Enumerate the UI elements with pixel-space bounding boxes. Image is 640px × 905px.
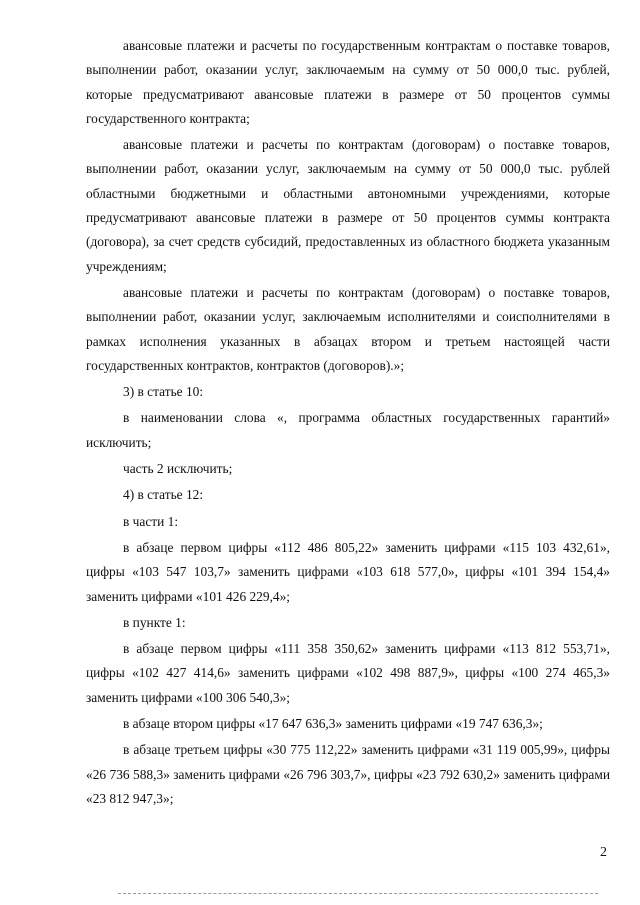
paragraph-advance-payments-state-contracts: авансовые платежи и расчеты по государственным контрактам о поставке товаров, выполнении работ, оказании услуг, заключаемым на сумму от 50 000,0 тыс. рублей, которые предусматривают авансовые платежи в размере от 50 процентов суммы государственного контракта; [86, 38, 610, 126]
paragraph-part-1: в части 1: [123, 513, 179, 529]
paragraph-point-1: в пункте 1: [123, 614, 186, 630]
paragraph-advance-payments-institutions: авансовые платежи и расчеты по контрактам (договорам) о поставке товаров, выполнении работ, оказании услуг, заключаемым на сумму от 50 000,0 тыс. рублей областными бюджетными и областными автономными учреждениями, которые предусматривают авансовые платежи в размере от 50 процентов суммы контракта (договора), за счет средств субсидий, предоставленных из областного бюджета указанным учреждениям; [86, 137, 610, 274]
paragraph-article-10-title: в наименовании слова «, программа областных государственных гарантий» исключить; [86, 410, 610, 450]
paragraph-point-1-second-abzac: в абзаце втором цифры «17 647 636,3» заменить цифрами «19 747 636,3»; [123, 716, 543, 732]
item-article-12: 4) в статье 12: [123, 487, 204, 503]
footer-scan-line [118, 893, 598, 894]
page-number: 2 [600, 845, 607, 860]
document-body [86, 34, 610, 813]
paragraph-first-abzac-figures: в абзаце первом цифры «112 486 805,22» заменить цифрами «115 103 432,61», цифры «103 547 103,7» заменить цифрами «103 618 577,0», цифры «101 394 154,4» заменить цифрами «101 426 229,4»; [86, 539, 610, 604]
paragraph-part-2-exclude: часть 2 исключить; [123, 461, 233, 477]
paragraph-point-1-first-abzac: в абзаце первом цифры «111 358 350,62» заменить цифрами «113 812 553,71», цифры «102 427 414,6» заменить цифрами «102 498 887,9», цифры «100 274 465,3» заменить цифрами «100 306 540,3»; [86, 641, 610, 705]
paragraph-advance-payments-contractors: авансовые платежи и расчеты по контрактам (договорам) о поставке товаров, выполнении работ, оказании услуг, заключаемым исполнителями и соисполнителями в рамках исполнения указанных в абзацах втором и третьем настоящей части государственных контрактов, контрактов (договоров).»; [86, 284, 610, 373]
paragraph-point-1-third-abzac: в абзаце третьем цифры «30 775 112,22» заменить цифрами «31 119 005,99», цифры «26 736 588,3» заменить цифрами «26 796 303,7», цифры «23 792 630,2» заменить цифрами «23 812 947,3»; [86, 742, 610, 806]
item-article-10: 3) в статье 10: [123, 384, 204, 400]
